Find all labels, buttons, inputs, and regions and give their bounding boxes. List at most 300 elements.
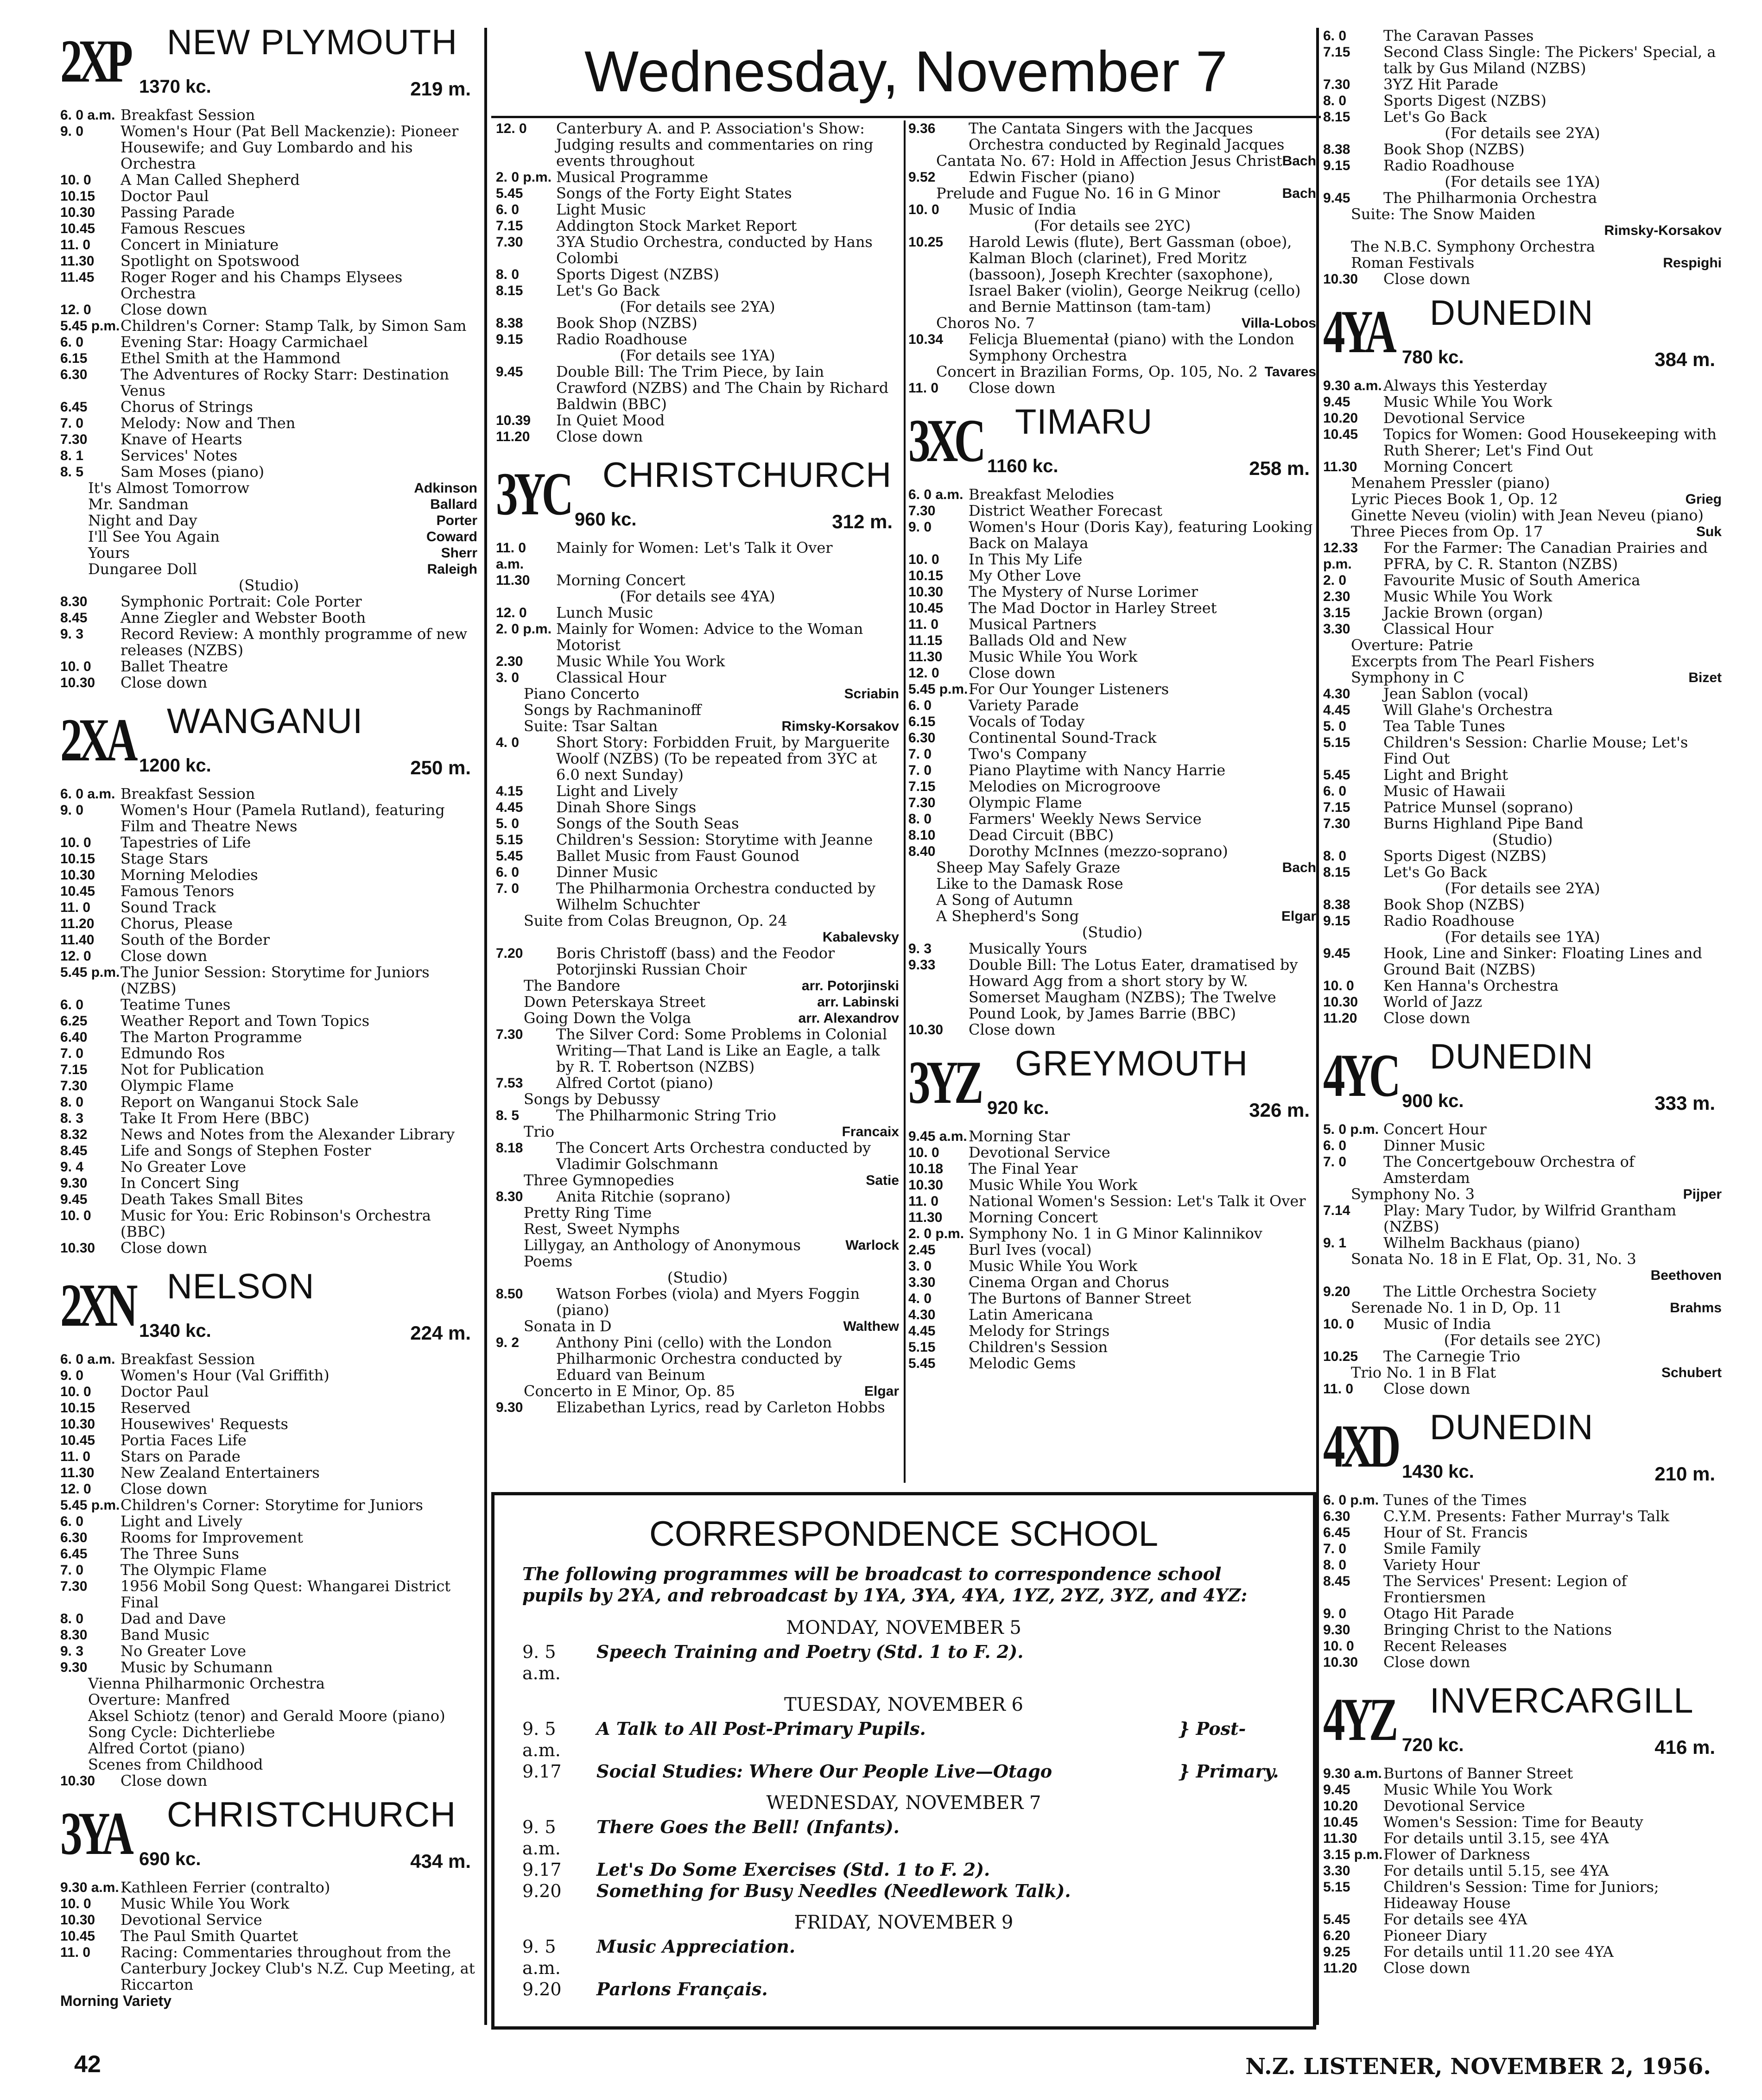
programme-title: No Greater Love <box>120 1158 247 1176</box>
station-frequency: 920 kc. <box>987 1098 1049 1118</box>
programme-time: 5.45 p.m. <box>60 965 120 980</box>
programme-time: 8.40 <box>908 844 936 859</box>
programme-time: 8. 0 <box>1323 1557 1347 1573</box>
programme-item <box>496 783 899 799</box>
music-item <box>908 315 1316 331</box>
programme-time: 10. 0 <box>60 172 91 188</box>
programme-item <box>60 997 477 1013</box>
programme-time: 9.15 <box>1323 913 1350 929</box>
programme-title: Take It From Here (BBC) <box>120 1109 310 1127</box>
page-header <box>491 28 1321 118</box>
programme-time: 3. 0 <box>908 1259 932 1274</box>
performer-note: Aksel Schiotz (tenor) and Gerald Moore (piano) <box>88 1707 445 1725</box>
programme-item <box>60 367 477 399</box>
programme-title: For details see 4YA <box>1383 1910 1527 1928</box>
programme-title: Melody: Now and Then <box>120 414 296 432</box>
programme-title: World of Jazz <box>1383 993 1483 1011</box>
correspondence-school-box <box>491 1492 1316 2030</box>
programme-item <box>908 331 1316 364</box>
programme-title: Let's Go Back <box>1383 863 1487 881</box>
programme-item <box>496 234 899 266</box>
music-item <box>496 1237 899 1270</box>
programme-time: 7.30 <box>1323 816 1350 831</box>
programme-item <box>908 234 1316 315</box>
lesson-group <box>1179 1880 1285 1902</box>
lesson-group <box>1179 1936 1285 1979</box>
programme-time: 7.30 <box>496 1027 523 1042</box>
programme-title: Breakfast Session <box>120 106 255 124</box>
programme-time: 9. 1 <box>1323 1235 1347 1251</box>
programme-title: Mainly for Women: Advice to the Woman Motorist <box>556 620 863 654</box>
lesson-time: 9.20 <box>522 1979 562 1999</box>
programme-title: Famous Rescues <box>120 220 246 237</box>
programme-time: 3.30 <box>1323 621 1350 637</box>
programme-title: Music While You Work <box>120 1895 290 1912</box>
programme-time: 9.30 a.m. <box>1323 1766 1382 1781</box>
programme-title: Close down <box>1383 1653 1470 1671</box>
performer-note: Vienna Philharmonic Orchestra <box>88 1675 325 1692</box>
programme-time: 10.15 <box>60 851 95 867</box>
programme-item <box>60 448 477 464</box>
programme-item <box>908 1242 1316 1258</box>
programme-item <box>1323 1911 1722 1928</box>
programme-time: 7. 0 <box>60 1562 84 1578</box>
programme-time: 6. 0 a.m. <box>60 1352 115 1367</box>
programme-time: 9.45 <box>1323 190 1350 206</box>
station-frequency: 960 kc. <box>575 509 637 530</box>
programme-time: 10. 0 <box>1323 1638 1354 1654</box>
programme-title: Book Shop (NZBS) <box>1383 896 1525 913</box>
programme-title: Close down <box>1383 1009 1470 1027</box>
work-title: Symphony No. 3 <box>1351 1185 1475 1203</box>
programme-time: 10.20 <box>1323 1798 1358 1814</box>
programme-time: 7. 0 <box>496 881 520 896</box>
programme-item <box>908 1145 1316 1161</box>
programme-time: 4.45 <box>496 800 523 815</box>
programme-time: 6. 0 <box>1323 784 1347 799</box>
composer-name: Adkinson <box>414 481 477 496</box>
music-item <box>496 718 899 734</box>
work-title: Sheep May Safely Graze <box>936 859 1121 876</box>
programme-time: 7. 0 <box>60 416 84 431</box>
lesson-title: Parlons Français. <box>596 1979 768 1999</box>
programme-item <box>60 675 477 691</box>
programme-title: Reserved <box>120 1399 191 1417</box>
programme-time: 11.30 <box>60 1465 95 1480</box>
composer-name: Coward <box>426 529 477 544</box>
programme-time: 6.20 <box>1323 1928 1350 1943</box>
programme-item <box>1323 28 1722 44</box>
programme-title: The Philharmonia Orchestra <box>1383 189 1597 207</box>
programme-item <box>1323 994 1722 1010</box>
station-frequency: 1200 kc. <box>139 755 211 776</box>
station-block <box>60 1267 477 1790</box>
programme-time: 6. 0 <box>60 997 84 1012</box>
work-title: Piano Concerto <box>524 685 640 702</box>
work-title: Sonata No. 18 in E Flat, Op. 31, No. 3 <box>1351 1250 1636 1268</box>
studio-note: (Studio) <box>1082 923 1143 941</box>
composer-name: Beethoven <box>1650 1268 1722 1283</box>
programme-time: 8.10 <box>908 828 936 843</box>
music-item <box>1323 1300 1722 1316</box>
programme-time: 2.30 <box>1323 589 1350 604</box>
programme-item <box>496 864 899 880</box>
work-title: Songs by Rachmaninoff <box>524 701 701 719</box>
programme-time: 8. 0 <box>496 267 520 282</box>
work-title: Down Peterskaya Street <box>524 993 706 1011</box>
call-sign: 2XP <box>60 28 129 95</box>
programme-item <box>1323 686 1722 702</box>
programme-item <box>1323 1606 1722 1622</box>
programme-item <box>1323 158 1722 174</box>
composer-name: Porter <box>436 513 477 528</box>
programme-time: 11.30 <box>496 573 530 588</box>
programme-time: 10.45 <box>1323 427 1358 442</box>
call-sign: 2XA <box>60 706 134 774</box>
station-block <box>60 702 477 1257</box>
station-frequency: 900 kc. <box>1402 1091 1464 1111</box>
programme-item <box>496 945 899 978</box>
station-wavelength: 258 m. <box>1249 457 1310 479</box>
programme-time: 10.20 <box>1323 411 1358 426</box>
programme-time: 10.39 <box>496 413 531 428</box>
programme-time: 8.30 <box>60 1627 88 1643</box>
programme-time: 9. 3 <box>908 941 932 956</box>
call-sign: 4YC <box>1323 1041 1397 1109</box>
programme-title: The Final Year <box>969 1160 1078 1177</box>
programme-title: Farmers' Weekly News Service <box>969 810 1202 828</box>
programme-title: Women's Hour (Doris Kay), featuring Looking Back on Malaya <box>969 518 1313 552</box>
programme-time: 10.30 <box>60 1773 95 1789</box>
programme-title: Tea Table Tunes <box>1383 717 1505 735</box>
programme-time: 7.15 <box>1323 800 1350 815</box>
programme-time: 7. 0 <box>1323 1541 1347 1556</box>
programme-item <box>908 681 1316 697</box>
programme-item <box>1323 1316 1722 1332</box>
programme-time: 10.30 <box>1323 272 1358 287</box>
programme-item <box>60 1546 477 1562</box>
programme-title: Close down <box>120 1480 208 1498</box>
lesson-group <box>1179 1816 1285 1859</box>
programme-time: 10.45 <box>60 1433 95 1448</box>
programme-item <box>60 1208 477 1240</box>
programme-time: 11. 0 <box>1323 1381 1354 1397</box>
programme-title: Anthony Pini (cello) with the London Philharmonic Orchestra conducted by Eduard van Beinum <box>556 1334 842 1384</box>
composer-name: Brahms <box>1670 1300 1722 1316</box>
programme-title: Ballet Music from Faust Gounod <box>556 847 800 865</box>
programme-time: 6.15 <box>60 351 88 366</box>
music-item <box>496 978 899 994</box>
programme-title: The Olympic Flame <box>120 1561 267 1579</box>
programme-title: Dorothy McInnes (mezzo-soprano) <box>969 842 1228 860</box>
programme-time: 8. 0 <box>60 1611 84 1626</box>
programme-title: Double Bill: The Trim Piece, by Iain Crawford (NZBS) and The Chain by Richard Baldwin (BBC) <box>556 363 889 413</box>
programme-time: 6. 0 <box>1323 28 1347 44</box>
programme-title: The Caravan Passes <box>1383 28 1534 44</box>
programme-item <box>496 540 899 572</box>
programme-item <box>60 932 477 948</box>
programme-time: 10.45 <box>60 884 95 899</box>
programme-item <box>908 551 1316 568</box>
programme-item <box>60 1944 477 1993</box>
programme-time: 7.15 <box>60 1062 88 1077</box>
programme-title: Canterbury A. and P. Association's Show: Judging results and commentaries on ring events throughout <box>556 120 874 170</box>
programme-item <box>1323 734 1722 767</box>
programme-item <box>496 1189 899 1205</box>
programme-title: Book Shop (NZBS) <box>1383 140 1525 158</box>
programme-item <box>1323 1348 1722 1365</box>
programme-time: 5.15 <box>496 832 523 848</box>
programme-item <box>60 786 477 802</box>
programme-item <box>1323 718 1722 734</box>
work-title: Overture: Patrie <box>1351 636 1473 654</box>
programme-title: Sam Moses (piano) <box>120 463 265 481</box>
music-item <box>908 892 1316 908</box>
programme-title: Sports Digest (NZBS) <box>556 266 719 283</box>
programme-item <box>60 415 477 431</box>
music-item <box>496 1091 899 1107</box>
programme-time: 8.45 <box>60 610 88 626</box>
music-item <box>60 529 477 545</box>
programme-title: Stage Stars <box>120 850 209 867</box>
programme-title: Morning Concert <box>1383 458 1513 475</box>
programme-item <box>1323 864 1722 880</box>
programme-title: Burns Highland Pipe Band <box>1383 815 1584 832</box>
programme-title: Symphonic Portrait: Cole Porter <box>120 593 362 610</box>
work-title: Cantata No. 67: Hold in Affection Jesus Christ <box>936 152 1282 170</box>
programme-time: 3.15 p.m. <box>1323 1847 1383 1862</box>
music-item <box>908 860 1316 876</box>
programme-item <box>1323 1010 1722 1026</box>
performer-note: Scenes from Childhood <box>88 1756 263 1773</box>
programme-item <box>60 1448 477 1465</box>
programme-title: Vocals of Today <box>969 713 1085 730</box>
programme-item <box>60 172 477 188</box>
details-note: (For details see 2YA) <box>1445 124 1600 142</box>
programme-title: Life and Songs of Stephen Foster <box>120 1142 371 1159</box>
programme-item <box>1323 1492 1722 1508</box>
programme-title: Second Class Single: The Pickers' Special, a talk by Gus Miland (NZBS) <box>1383 43 1716 77</box>
programme-title: Musically Yours <box>969 940 1087 957</box>
music-item <box>496 702 899 718</box>
programme-item <box>60 1078 477 1094</box>
programme-title: Music of Hawaii <box>1383 782 1506 800</box>
programme-title: Morning Concert <box>556 571 685 589</box>
programme-title: Close down <box>556 428 643 445</box>
programme-title: Short Story: Forbidden Fruit, by Marguerite Woolf (NZBS) (To be repeated from 3YC at 6.0 next Sunday) <box>556 734 890 784</box>
music-item <box>1323 637 1722 653</box>
programme-item <box>908 503 1316 519</box>
programme-title: Stars on Parade <box>120 1448 241 1465</box>
lesson-title: Let's Do Some Exercises (Std. 1 to F. 2). <box>596 1859 990 1880</box>
programme-item <box>908 1226 1316 1242</box>
programme-time: 9.15 <box>496 332 523 347</box>
station-wavelength: 219 m. <box>410 78 471 100</box>
station-city: DUNEDIN <box>1430 1408 1594 1447</box>
programme-item <box>60 1465 477 1481</box>
programme-item <box>60 1627 477 1643</box>
programme-time: 3.30 <box>908 1275 936 1290</box>
work-title: Excerpts from The Pearl Fishers <box>1351 652 1595 670</box>
programme-title: Radio Roadhouse <box>556 330 687 348</box>
programme-title: Record Review: A monthly programme of new releases (NZBS) <box>120 625 468 659</box>
programme-item <box>60 658 477 675</box>
programme-item <box>1323 913 1722 929</box>
station-block <box>60 28 477 691</box>
programme-item <box>908 843 1316 860</box>
programme-time: 11.40 <box>60 932 95 948</box>
work-title: Concert in Brazilian Forms, Op. 105, No. 2 <box>936 363 1258 380</box>
programme-item <box>908 1274 1316 1290</box>
station-block <box>1323 1681 1722 1976</box>
programme-title: Anne Ziegler and Webster Booth <box>120 609 366 626</box>
programme-item <box>496 848 899 864</box>
programme-title: Devotional Service <box>1383 409 1525 427</box>
programme-title: The Cantata Singers with the Jacques Orchestra conducted by Reginald Jacques <box>969 120 1285 153</box>
column-4 <box>1323 28 1722 1976</box>
programme-time: 9. 0 <box>60 803 84 818</box>
lesson-time: 9.17 <box>522 1860 562 1880</box>
programme-item <box>1323 1622 1722 1638</box>
programme-item <box>908 730 1316 746</box>
programme-item <box>1323 378 1722 394</box>
music-item <box>60 561 477 577</box>
programme-title: The Mad Doctor in Harley Street <box>969 599 1217 617</box>
programme-item <box>60 1062 477 1078</box>
work-title: Going Down the Volga <box>524 1009 691 1027</box>
programme-item <box>908 1307 1316 1323</box>
music-item <box>1323 1365 1722 1381</box>
programme-time: 6. 0 <box>908 698 932 713</box>
programme-item <box>1323 1202 1722 1235</box>
programme-time: 4.15 <box>496 784 523 799</box>
programme-title: Music While You Work <box>1383 588 1553 605</box>
composer-name: Schubert <box>1661 1365 1722 1380</box>
programme-title: Close down <box>120 1772 208 1790</box>
programme-time: 5.45 <box>1323 1912 1350 1927</box>
programme-title: New Zealand Entertainers <box>120 1464 320 1481</box>
performer-note: Song Cycle: Dichterliebe <box>88 1723 275 1741</box>
programme-title: Melodies on Microgroove <box>969 778 1161 795</box>
work-title: Ginette Neveu (violin) with Jean Neveu (piano) <box>1351 506 1704 524</box>
programme-title: Melodic Gems <box>969 1354 1076 1372</box>
programme-time: 10.15 <box>60 189 95 204</box>
programme-time: 3. 0 <box>496 670 520 685</box>
details-note: (For details see 4YA) <box>620 588 775 605</box>
programme-title: Close down <box>969 379 1056 397</box>
programme-item <box>60 899 477 916</box>
box-title: CORRESPONDENCE SCHOOL <box>649 1514 1158 1554</box>
details-note: (For details see 2YA) <box>620 298 775 316</box>
programme-time: 10. 0 <box>60 1384 91 1399</box>
programme-time: 8.45 <box>60 1143 88 1158</box>
lesson-item <box>522 1641 1285 1684</box>
programme-time: 6.45 <box>60 1546 88 1562</box>
programme-title: Watson Forbes (viola) and Myers Foggin (piano) <box>556 1285 860 1319</box>
programme-time: 5.45 <box>908 1356 936 1371</box>
programme-time: 8. 1 <box>60 448 84 463</box>
programme-time: 6. 0 p.m. <box>1323 1493 1379 1508</box>
programme-time: 7.15 <box>1323 44 1350 60</box>
programme-time: 5.45 <box>496 848 523 864</box>
programme-item <box>908 1209 1316 1226</box>
music-item <box>496 1205 899 1221</box>
programme-item <box>60 1029 477 1045</box>
programme-title: Weather Report and Town Topics <box>120 1012 370 1030</box>
programme-item <box>1323 621 1722 637</box>
programme-time: 2. 0 <box>1323 573 1347 588</box>
programme-time: 7.14 <box>1323 1203 1350 1218</box>
programme-item <box>1323 1121 1722 1138</box>
programme-time: 11. 0 <box>60 900 91 915</box>
programme-item <box>908 1161 1316 1177</box>
programme-title: Songs of the Forty Eight States <box>556 184 792 202</box>
programme-item <box>908 778 1316 795</box>
programme-title: Teatime Tunes <box>120 996 231 1013</box>
programme-time: 10.18 <box>908 1161 944 1177</box>
music-item <box>1323 1267 1722 1284</box>
programme-item <box>496 169 899 185</box>
programme-item <box>1323 410 1722 426</box>
station-block <box>1323 28 1722 287</box>
details-note: (For details see 2YC) <box>1033 217 1191 234</box>
programme-title: Light Music <box>556 201 646 218</box>
composer-name: Elgar <box>1281 909 1316 924</box>
composer-name: Sherr <box>441 545 477 561</box>
studio-note: (Studio) <box>238 576 299 594</box>
programme-title: Jean Sablon (vocal) <box>1383 685 1528 702</box>
programme-title: News and Notes from the Alexander Library <box>120 1126 455 1143</box>
programme-title: Olympic Flame <box>120 1077 234 1094</box>
music-item <box>908 876 1316 892</box>
programme-time: 7.30 <box>496 234 523 250</box>
programme-title: Lunch Music <box>556 604 653 621</box>
programme-item <box>908 202 1316 218</box>
station-header <box>1323 1037 1722 1121</box>
music-item <box>1323 255 1722 271</box>
programme-title: Topics for Women: Good Housekeeping with Ruth Sherer; Let's Find Out <box>1383 425 1717 459</box>
programme-time: 9. 3 <box>60 626 84 642</box>
programme-title: Passing Parade <box>120 203 235 221</box>
programme-title: Smile Family <box>1383 1540 1481 1557</box>
programme-title: Elizabethan Lyrics, read by Carleton Hobbs <box>556 1398 885 1416</box>
programme-time: 9.30 <box>60 1660 88 1675</box>
programme-time: 11. 0 <box>60 1945 91 1960</box>
programme-time: 10.25 <box>908 234 944 250</box>
programme-item <box>1323 1960 1722 1976</box>
programme-item <box>60 1110 477 1126</box>
programme-item <box>60 237 477 253</box>
programme-title: Music of India <box>1383 1315 1491 1333</box>
programme-title: Music for You: Eric Robinson's Orchestra (BBC) <box>120 1207 431 1240</box>
programme-item <box>1323 799 1722 816</box>
programme-item <box>908 714 1316 730</box>
call-sign: 4YA <box>1323 297 1393 366</box>
programme-title: Close down <box>969 664 1056 682</box>
programme-time: 8.38 <box>1323 897 1350 912</box>
programme-time: 9.30 a.m. <box>1323 378 1382 393</box>
programme-time: 5.15 <box>908 1340 936 1355</box>
programme-time: 7.30 <box>60 1579 88 1594</box>
programme-title: The Silver Cord: Some Problems in Colonial Writing—That Land is Like an Eagle, a talk by R. T. Robertson (NZBS) <box>556 1025 887 1075</box>
programme-title: No Greater Love <box>120 1642 247 1660</box>
station-header <box>1323 293 1722 378</box>
station-header <box>60 1267 477 1351</box>
programme-title: A Man Called Shepherd <box>120 171 300 189</box>
music-item <box>908 185 1316 202</box>
programme-title: The Adventures of Rocky Starr: Destination Venus <box>120 366 449 399</box>
programme-item <box>496 605 899 621</box>
